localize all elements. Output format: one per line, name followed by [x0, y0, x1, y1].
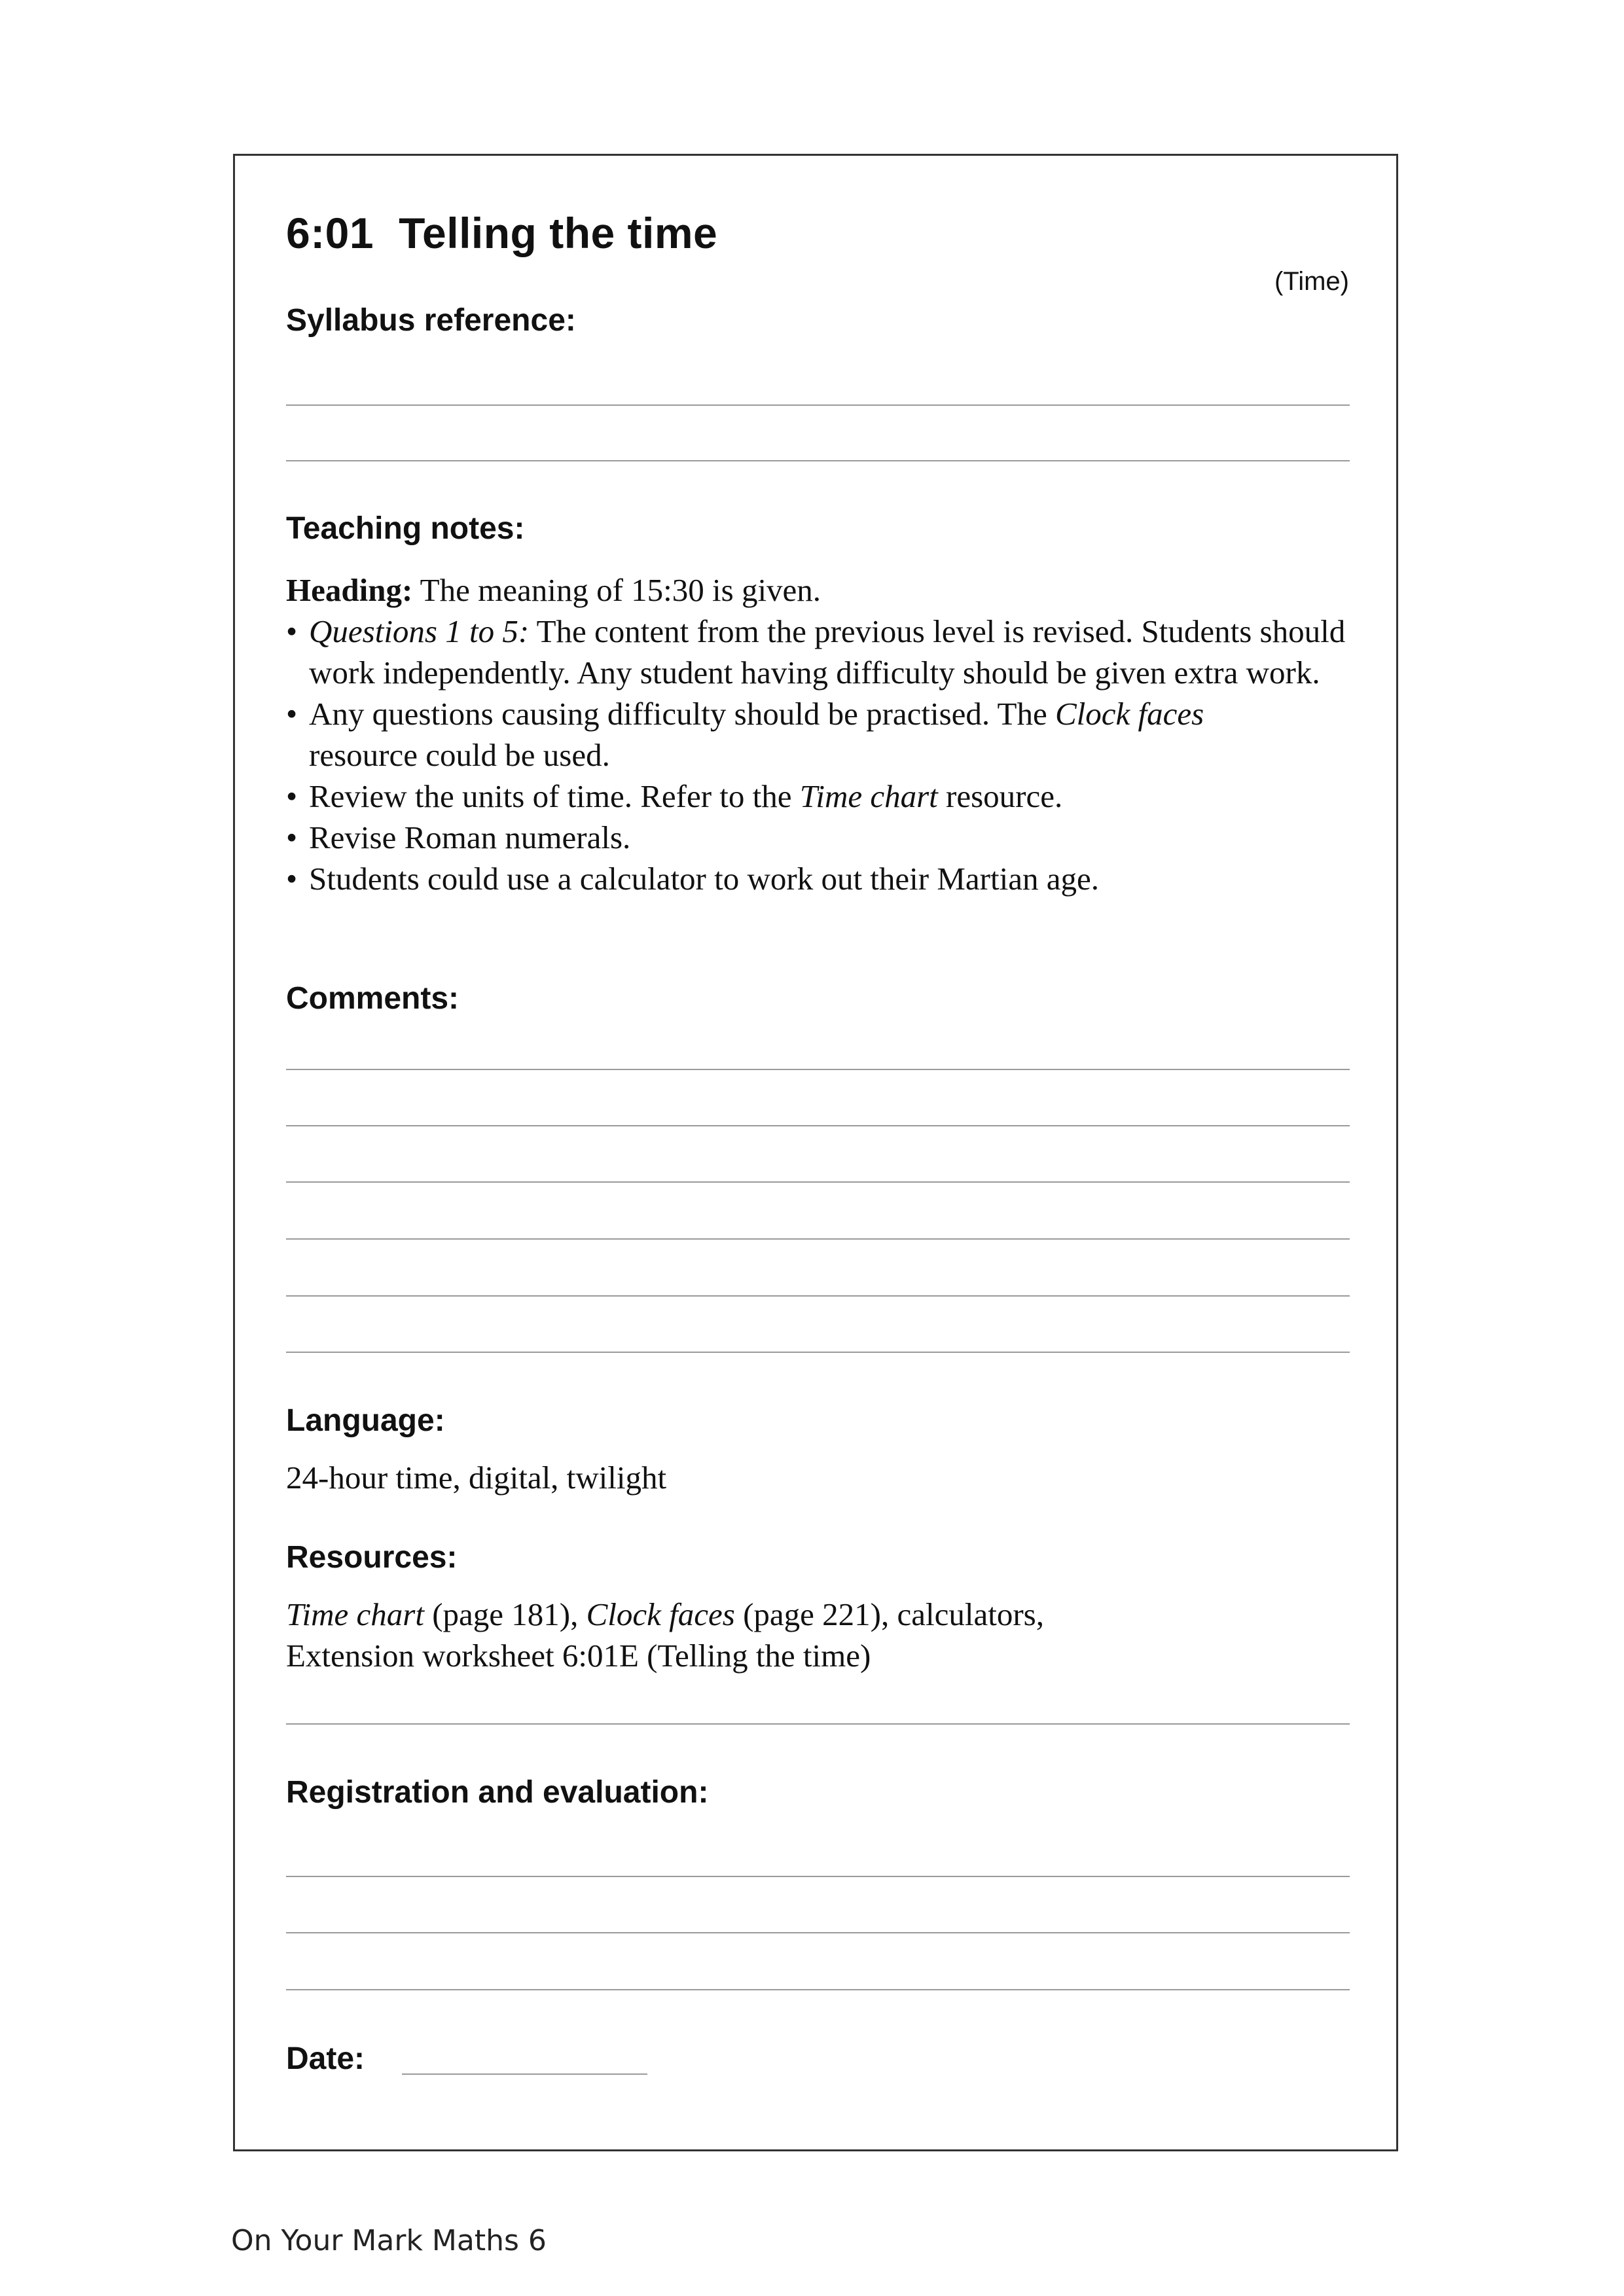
comments-line[interactable] [286, 1352, 1350, 1353]
heading-note-label: Heading: [286, 572, 413, 608]
page-frame [233, 154, 1398, 2151]
note-text: resource could be used. [309, 737, 610, 773]
comments-line[interactable] [286, 1181, 1350, 1183]
note-text: Review the units of time. Refer to the [309, 778, 792, 814]
comments-line[interactable] [286, 1069, 1350, 1070]
lesson-number: 6:01 [286, 209, 374, 257]
heading-note [286, 569, 1350, 611]
page-footer: On Your Mark Maths 6 [231, 2224, 547, 2257]
heading-note-text: The meaning of 15:30 is given. [420, 572, 821, 608]
resource-time-chart: Time chart [286, 1596, 424, 1632]
registration-line[interactable] [286, 1932, 1350, 1933]
notes-list [286, 611, 1350, 899]
registration-line[interactable] [286, 1876, 1350, 1877]
registration-line[interactable] [286, 1989, 1350, 1990]
comments-line[interactable] [286, 1238, 1350, 1240]
comments-label: Comments: [286, 981, 460, 1016]
note-italic: Clock faces [1055, 696, 1204, 732]
language-text: 24-hour time, digital, twilight [286, 1460, 667, 1496]
date-label: Date: [286, 2041, 365, 2076]
topic-tag: (Time) [1274, 267, 1349, 296]
note-italic: Time chart [799, 778, 938, 814]
note-italic: Questions 1 to 5: [309, 613, 530, 649]
registration-label: Registration and evaluation: [286, 1775, 709, 1810]
syllabus-label: Syllabus reference: [286, 303, 576, 338]
resources-text [286, 1594, 1044, 1676]
note-text: Revise Roman numerals. [309, 819, 631, 855]
resource-extension-worksheet: Extension worksheet 6:01E (Telling the time) [286, 1638, 871, 1674]
resource-text: (page 221), calculators, [743, 1596, 1044, 1632]
resource-text: (page 181), [432, 1596, 579, 1632]
resource-clock-faces: Clock faces [586, 1596, 735, 1632]
syllabus-line[interactable] [286, 460, 1350, 461]
date-line[interactable] [402, 2073, 647, 2075]
resources-label: Resources: [286, 1540, 458, 1575]
note-text: resource. [946, 778, 1063, 814]
list-item: • Revise Roman numerals. [286, 819, 631, 855]
syllabus-line[interactable] [286, 404, 1350, 406]
page-title [286, 208, 717, 258]
list-item: • Review the units of time. Refer to the Time chart resource. [286, 778, 1063, 814]
note-text: Students could use a calculator to work out their Martian age. [309, 861, 1099, 897]
note-text: Any questions causing difficulty should be practised. The [309, 696, 1047, 732]
lesson-title: Telling the time [399, 209, 718, 257]
teaching-notes-label: Teaching notes: [286, 511, 525, 546]
list-item: • Questions 1 to 5: The content from the previous level is revised. Students should work independently. Any student having difficulty should be given extra work. [286, 613, 1346, 691]
language-label: Language: [286, 1403, 445, 1438]
comments-line[interactable] [286, 1295, 1350, 1297]
comments-line[interactable] [286, 1125, 1350, 1126]
resources-line[interactable] [286, 1723, 1350, 1725]
teaching-notes-body [286, 569, 1350, 899]
list-item: • Students could use a calculator to work out their Martian age. [286, 861, 1099, 897]
note-text: The content from the previous level is revised. Students should work independently. Any student having difficulty should be given extra work. [309, 613, 1346, 691]
list-item: • Any questions causing difficulty should be practised. The Clock faces resource could be used. [286, 696, 1204, 773]
